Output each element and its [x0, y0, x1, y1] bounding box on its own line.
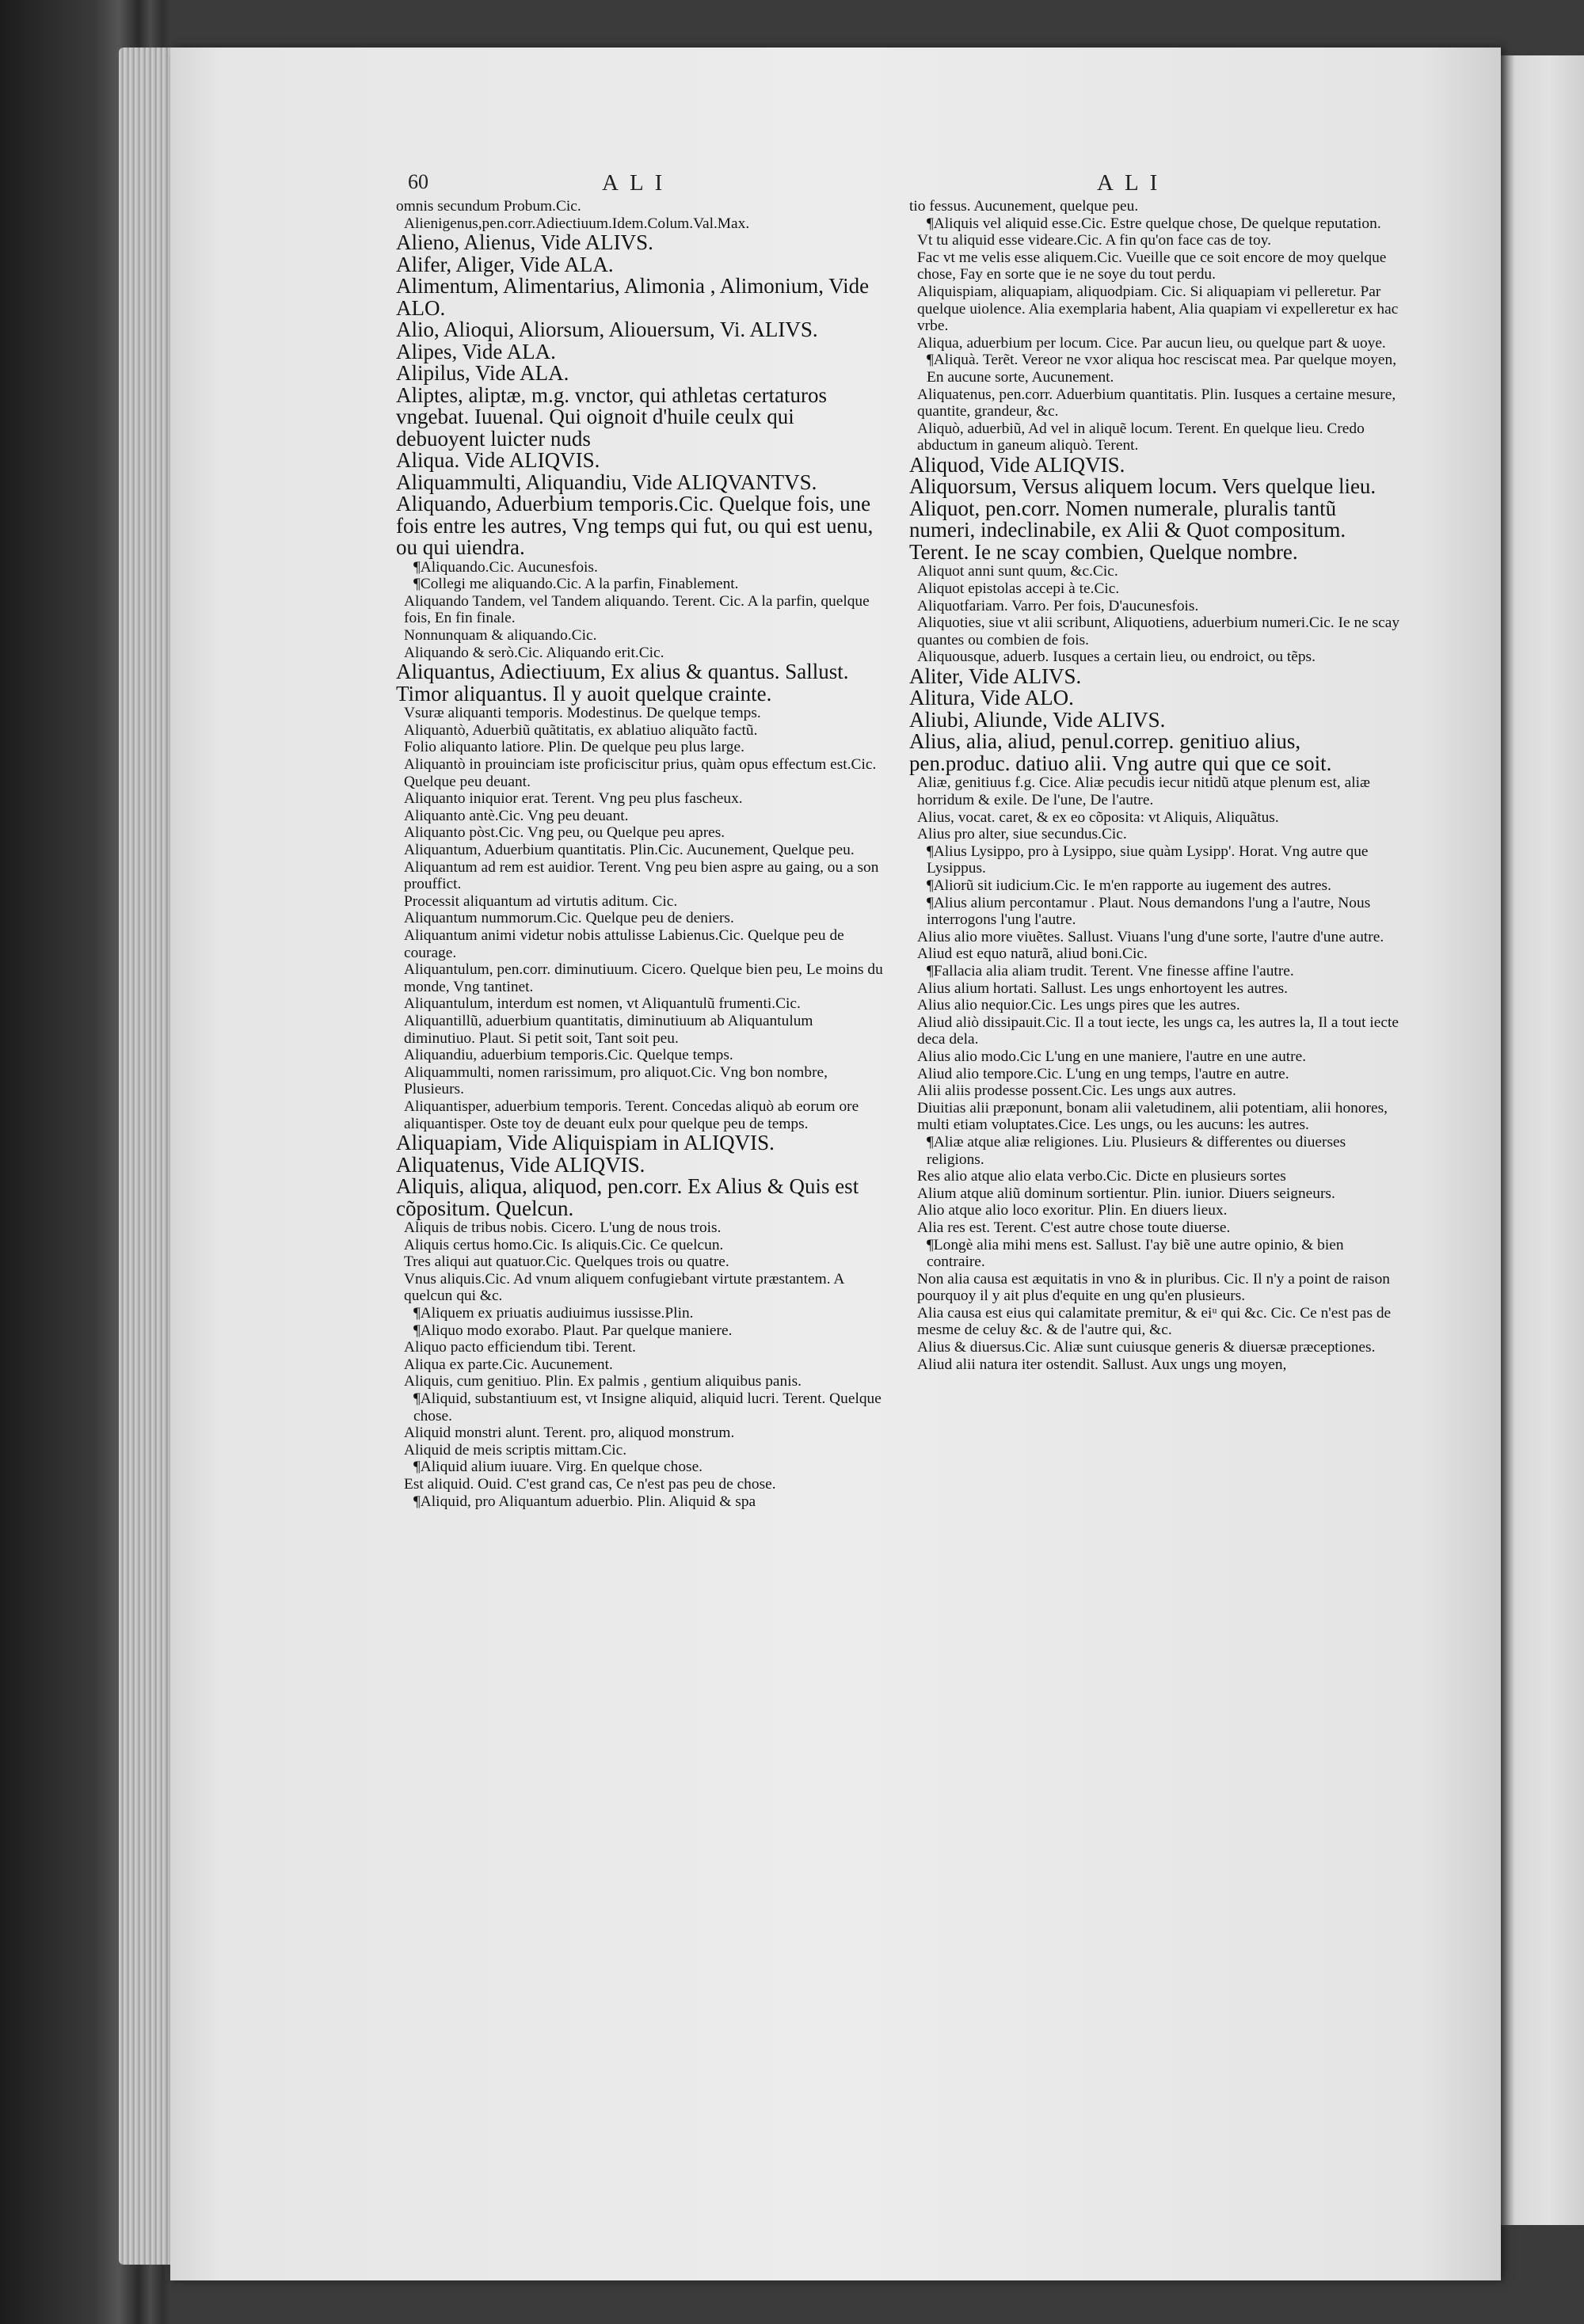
dictionary-entry: Aliquò, aduerbiũ, Ad vel in aliquẽ locum. Terent. En quelque lieu. Credo abductum in ganeum aliquò. Terent.	[917, 420, 1365, 455]
dictionary-entry: Aliud alio tempore.Cic. L'ung en ung temps, l'autre en autre.	[917, 1065, 1289, 1082]
dictionary-entry: Aliquando & serò.Cic. Aliquando erit.Cic.	[404, 644, 664, 661]
dictionary-entry: Aliquantum nummorum.Cic. Quelque peu de deniers.	[404, 910, 734, 927]
dictionary-entry: Alius, vocat. caret, & ex eo cõposita: vt Aliquis, Aliquãtus.	[917, 808, 1279, 826]
dictionary-entry: Alienigenus,pen.corr.Adiectiuum.Idem.Colum.Val.Max.	[404, 215, 750, 232]
dictionary-entry: tio fessus. Aucunement, quelque peu.	[909, 198, 1139, 215]
dictionary-entry: ¶Aliquid, pro Aliquantum aduerbio. Plin. Aliquid & spa	[413, 1493, 756, 1510]
dictionary-entry: Aliquantisper, aduerbium temporis. Terent. Concedas aliquò ab eorum ore aliquantisper. Oste toy de deuant eulx pour quelque peu de temps.	[404, 1097, 859, 1132]
right-column	[909, 198, 1400, 1373]
dictionary-entry: Alii aliis prodesse possent.Cic. Les ungs aux autres.	[917, 1082, 1236, 1100]
dictionary-entry: ¶Aliquis vel aliquid esse.Cic. Estre quelque chose, De quelque reputation.	[927, 215, 1381, 232]
dictionary-entry: ¶Collegi me aliquando.Cic. A la parfin, Finablement.	[413, 576, 739, 593]
dictionary-entry: Aliquousque, aduerb. Iusques a certain lieu, ou endroict, ou tẽps.	[917, 649, 1316, 666]
dictionary-entry: Aliqua. Vide ALIQVIS.	[396, 448, 600, 473]
dictionary-entry: Aliquando, Aduerbium temporis.Cic. Quelque fois, une fois entre les autres, Vng temps qui fut, ou qui est uenu, ou qui uiendra.	[396, 492, 874, 560]
dictionary-entry: Aliptes, aliptæ, m.g. vnctor, qui athletas certaturos vngebat. Iuuenal. Qui oignoit d'huile ceulx qui debuoyent luicter nuds	[396, 382, 828, 451]
dictionary-entry: Aliquanto pòst.Cic. Vng peu, ou Quelque peu apres.	[404, 824, 725, 842]
dictionary-entry: Aliquantillũ, aduerbium quantitatis, diminutiuum ab Aliquantulum diminutiuo. Plaut. Si petit soit, Tant soit peu.	[404, 1012, 813, 1047]
dictionary-entry: ¶Fallacia alia aliam trudit. Terent. Vne finesse affine l'autre.	[927, 963, 1294, 979]
page-number: 60	[408, 170, 428, 193]
dictionary-entry: Alius, alia, aliud, penul.correp. genitiuo alius, pen.produc. datiuo alii. Vng autre qui que ce soit.	[909, 729, 1332, 775]
dictionary-entry: ¶Aliorũ sit iudicium.Cic. Ie m'en rapporte au iugement des autres.	[927, 877, 1331, 895]
dictionary-entry: Aliter, Vide ALIVS.	[909, 664, 1082, 688]
dictionary-entry: Aliquatenus, pen.corr. Aduerbium quantitatis. Plin. Iusques a certaine mesure, quantite, grandeur, &c.	[917, 386, 1396, 420]
dictionary-entry: Nonnunquam & aliquando.Cic.	[404, 627, 597, 645]
dictionary-entry: ¶Aliquid, substantiuum est, vt Insigne aliquid, aliquid lucri. Terent. Quelque chose.	[413, 1390, 881, 1424]
dictionary-entry: Alius pro alter, siue secundus.Cic.	[917, 826, 1127, 843]
dictionary-entry: Est aliquid. Ouid. C'est grand cas, Ce n'est pas peu de chose.	[404, 1476, 776, 1493]
dictionary-entry: Aliquantò in prouinciam iste proficiscitur prius, quàm opus effectum est.Cic. Quelque peu deuant.	[404, 756, 877, 790]
dictionary-entry: Aliquot epistolas accepi à te.Cic.	[917, 580, 1120, 597]
dictionary-entry: Aliquorsum, Versus aliquem locum. Vers quelque lieu.	[909, 474, 1376, 499]
dictionary-entry: Diuitias alii præponunt, bonam alii valetudinem, alii potentiam, alii honores, multi etiam voluptates.Cice. Les ungs, ou les aucuns: les autres.	[917, 1099, 1388, 1134]
dictionary-entry: Aliquammulti, Aliquandiu, Vide ALIQVANTVS.	[396, 470, 817, 494]
dictionary-entry: Aliquid de meis scriptis mittam.Cic.	[404, 1441, 627, 1459]
dictionary-entry: Tres aliqui aut quatuor.Cic. Quelques trois ou quatre.	[404, 1253, 729, 1271]
dictionary-entry: Processit aliquantum ad virtutis aditum. Cic.	[404, 892, 678, 910]
dictionary-entry: ¶Aliquà. Terẽt. Vereor ne vxor aliqua hoc resciscat mea. Par quelque moyen, En aucune sorte, Aucunement.	[927, 352, 1397, 386]
dictionary-entry: Alius alium hortati. Sallust. Les ungs enhortoyent les autres.	[917, 979, 1288, 997]
dictionary-entry: Aliquatenus, Vide ALIQVIS.	[396, 1152, 645, 1177]
dictionary-entry: Alius alio more viuẽtes. Sallust. Viuans l'ung d'une sorte, l'autre d'une autre.	[917, 928, 1384, 945]
dictionary-entry: Aliquando Tandem, vel Tandem aliquando. Terent. Cic. A la parfin, quelque fois, En fin finale.	[404, 592, 870, 627]
dictionary-entry: Aliquammulti, nomen rarissimum, pro aliquot.Cic. Vng bon nombre, Plusieurs.	[404, 1063, 828, 1098]
facing-page-edge	[1501, 55, 1584, 2225]
dictionary-entry: Aliquis certus homo.Cic. Is aliquis.Cic. Ce quelcun.	[404, 1236, 724, 1253]
dictionary-entry: Aliquantulum, interdum est nomen, vt Aliquantulũ frumenti.Cic.	[404, 995, 801, 1013]
dictionary-entry: Aliquis, aliqua, aliquod, pen.corr. Ex Alius & Quis est cõpositum. Quelcun.	[396, 1174, 859, 1220]
dictionary-entry: ¶Aliæ atque aliæ religiones. Liu. Plusieurs & differentes ou diuerses religions.	[927, 1133, 1346, 1168]
dictionary-entry: Aliquantulum, pen.corr. diminutiuum. Cicero. Quelque bien peu, Le moins du monde, Vng tantinet.	[404, 961, 883, 995]
dictionary-entry: Vsuræ aliquanti temporis. Modestinus. De quelque temps.	[404, 705, 761, 722]
dictionary-entry: Aliquis de tribus nobis. Cicero. L'ung de nous trois.	[404, 1219, 722, 1237]
running-head-left: ALI	[602, 170, 674, 196]
dictionary-entry: ¶Alius Lysippo, pro à Lysippo, siue quàm Lysipp'. Horat. Vng autre que Lysippus.	[927, 842, 1369, 877]
dictionary-entry: Alipes, Vide ALA.	[396, 339, 556, 363]
dictionary-entry: Aliquispiam, aliquapiam, aliquodpiam. Cic. Si aliquapiam vi pelleretur. Par quelque uiolence. Alia exemplaria habent, Alia quapiam vi expelleretur ex hac vrbe.	[917, 283, 1399, 335]
dictionary-entry: Alieno, Alienus, Vide ALIVS.	[396, 230, 653, 255]
left-column	[396, 198, 883, 1510]
dictionary-entry: Aliquid monstri alunt. Terent. pro, aliquod monstrum.	[404, 1424, 735, 1442]
dictionary-entry: Aliquantus, Adiectiuum, Ex alius & quantus. Sallust. Timor aliquantus. Il y auoit quelque crainte.	[396, 660, 849, 706]
dictionary-entry: Aliquantò, Aduerbiũ quãtitatis, ex ablatiuo aliquãto factũ.	[404, 721, 758, 739]
dictionary-entry: Aliquot, pen.corr. Nomen numerale, pluralis tantũ numeri, indeclinabile, ex Alii & Quot compositum. Terent. Ie ne scay combien, Quelque nombre.	[909, 496, 1346, 564]
dictionary-entry: Vnus aliquis.Cic. Ad vnum aliquem confugiebant virtute præstantem. A quelcun qui &c.	[404, 1270, 844, 1305]
dictionary-entry: Alius alio nequior.Cic. Les ungs pires que les autres.	[917, 997, 1240, 1014]
dictionary-entry: Alia res est. Terent. C'est autre chose toute diuerse.	[917, 1219, 1231, 1236]
dictionary-entry: Folio aliquanto latiore. Plin. De quelque peu plus large.	[404, 739, 744, 756]
dictionary-entry: Alipilus, Vide ALA.	[396, 361, 569, 386]
dictionary-entry: ¶Aliquo modo exorabo. Plaut. Par quelque maniere.	[413, 1322, 733, 1339]
dictionary-entry: Aliquoties, siue vt alii scribunt, Aliquotiens, aduerbium numeri.Cic. Ie ne scay quantes ou combien de fois.	[917, 614, 1400, 649]
dictionary-entry: ¶Aliquando.Cic. Aucunesfois.	[413, 558, 598, 576]
dictionary-entry: Alio atque alio loco exoritur. Plin. En diuers lieux.	[917, 1202, 1228, 1219]
dictionary-entry: Alius & diuersus.Cic. Aliæ sunt cuiusque generis & diuersæ præceptiones.	[917, 1339, 1376, 1356]
dictionary-entry: Aliquandiu, aduerbium temporis.Cic. Quelque temps.	[404, 1047, 733, 1064]
dictionary-entry: Aliud aliò dissipauit.Cic. Il a tout iecte, les ungs ca, les autres la, Il a tout iecte deca dela.	[917, 1014, 1399, 1048]
dictionary-entry: Aliquod, Vide ALIQVIS.	[909, 452, 1125, 477]
dictionary-entry: Alitura, Vide ALO.	[909, 686, 1074, 710]
dictionary-entry: Alio, Alioqui, Aliorsum, Aliouersum, Vi. ALIVS.	[396, 318, 818, 342]
dictionary-entry: Alia causa est eius qui calamitate premitur, & eiᵘ qui &c. Cic. Ce n'est pas de mesme de celuy &c. & de l'autre qui, &c.	[917, 1304, 1392, 1339]
dictionary-entry: ¶Aliquem ex priuatis audiuimus iussisse.Plin.	[413, 1305, 694, 1322]
running-head-right: ALI	[1097, 170, 1169, 196]
dictionary-entry: Aliquo pacto efficiendum tibi. Terent.	[404, 1339, 637, 1356]
dictionary-entry: Aliqua, aduerbium per locum. Cice. Par aucun lieu, ou quelque part & uoye.	[917, 334, 1386, 352]
dictionary-entry: Aliquantum, Aduerbium quantitatis. Plin.Cic. Aucunement, Quelque peu.	[404, 842, 855, 858]
dictionary-entry: Non alia causa est æquitatis in vno & in pluribus. Cic. Il n'y a point de raison pourquoy il y ait plus d'equite en ung qu'en plusieurs.	[917, 1270, 1390, 1305]
dictionary-entry: Aliud alii natura iter ostendit. Sallust. Aux ungs ung moyen,	[917, 1356, 1287, 1373]
dictionary-entry: Alium atque aliũ dominum sortientur. Plin. iunior. Diuers seigneurs.	[917, 1185, 1335, 1202]
dictionary-entry: Alifer, Aliger, Vide ALA.	[396, 252, 614, 276]
dictionary-entry: omnis secundum Probum.Cic.	[396, 198, 581, 215]
dictionary-entry: Aliquot anni sunt quum, &c.Cic.	[917, 563, 1118, 580]
dictionary-entry: Aliud est equo naturã, aliud boni.Cic.	[917, 945, 1148, 963]
dictionary-entry: Fac vt me velis esse aliquem.Cic. Vueille que ce soit encore de moy quelque chose, Fay en sorte que ie ne soye du tout perdu.	[917, 249, 1387, 283]
dictionary-entry: Alimentum, Alimentarius, Alimonia , Alimonium, Vide ALO.	[396, 274, 870, 320]
dictionary-entry: Res alio atque alio elata verbo.Cic. Dicte en plusieurs sortes	[917, 1168, 1286, 1185]
dictionary-entry: Aliqua ex parte.Cic. Aucunement.	[404, 1356, 613, 1373]
dictionary-entry: Aliquotfariam. Varro. Per fois, D'aucunesfois.	[917, 597, 1199, 614]
dictionary-entry: Vt tu aliquid esse videare.Cic. A fin qu'on face cas de toy.	[917, 232, 1272, 249]
dictionary-entry: Aliquantum ad rem est auidior. Terent. Vng peu bien aspre au gaing, ou a son prouffict.	[404, 858, 879, 893]
dictionary-entry: Alius alio modo.Cic L'ung en une maniere, l'autre en une autre.	[917, 1048, 1307, 1065]
dictionary-entry: Aliquantum animi videtur nobis attulisse Labienus.Cic. Quelque peu de courage.	[404, 926, 844, 961]
dictionary-entry: ¶Longè alia mihi mens est. Sallust. I'ay biẽ une autre opinio, & bien contraire.	[927, 1236, 1344, 1271]
dictionary-entry: Aliquapiam, Vide Aliquispiam in ALIQVIS.	[396, 1131, 775, 1155]
dictionary-entry: Aliubi, Aliunde, Vide ALIVS.	[909, 707, 1166, 732]
dictionary-entry: Aliquanto iniquior erat. Terent. Vng peu plus fascheux.	[404, 790, 743, 808]
dictionary-entry: ¶Aliquid alium iuuare. Virg. En quelque chose.	[413, 1459, 703, 1476]
dictionary-entry: Aliquanto antè.Cic. Vng peu deuant.	[404, 807, 629, 824]
dictionary-entry: Aliquis, cum genitiuo. Plin. Ex palmis , gentium aliquibus panis.	[404, 1373, 802, 1390]
dictionary-entry: Aliæ, genitiuus f.g. Cice. Aliæ pecudis iecur nitidũ atque plenum est, aliæ horridum & exile. De l'une, De l'autre.	[917, 774, 1370, 809]
dictionary-entry: ¶Alius alium percontamur . Plaut. Nous demandons l'ung a l'autre, Nous interrogons l'ung l'autre.	[927, 894, 1371, 929]
